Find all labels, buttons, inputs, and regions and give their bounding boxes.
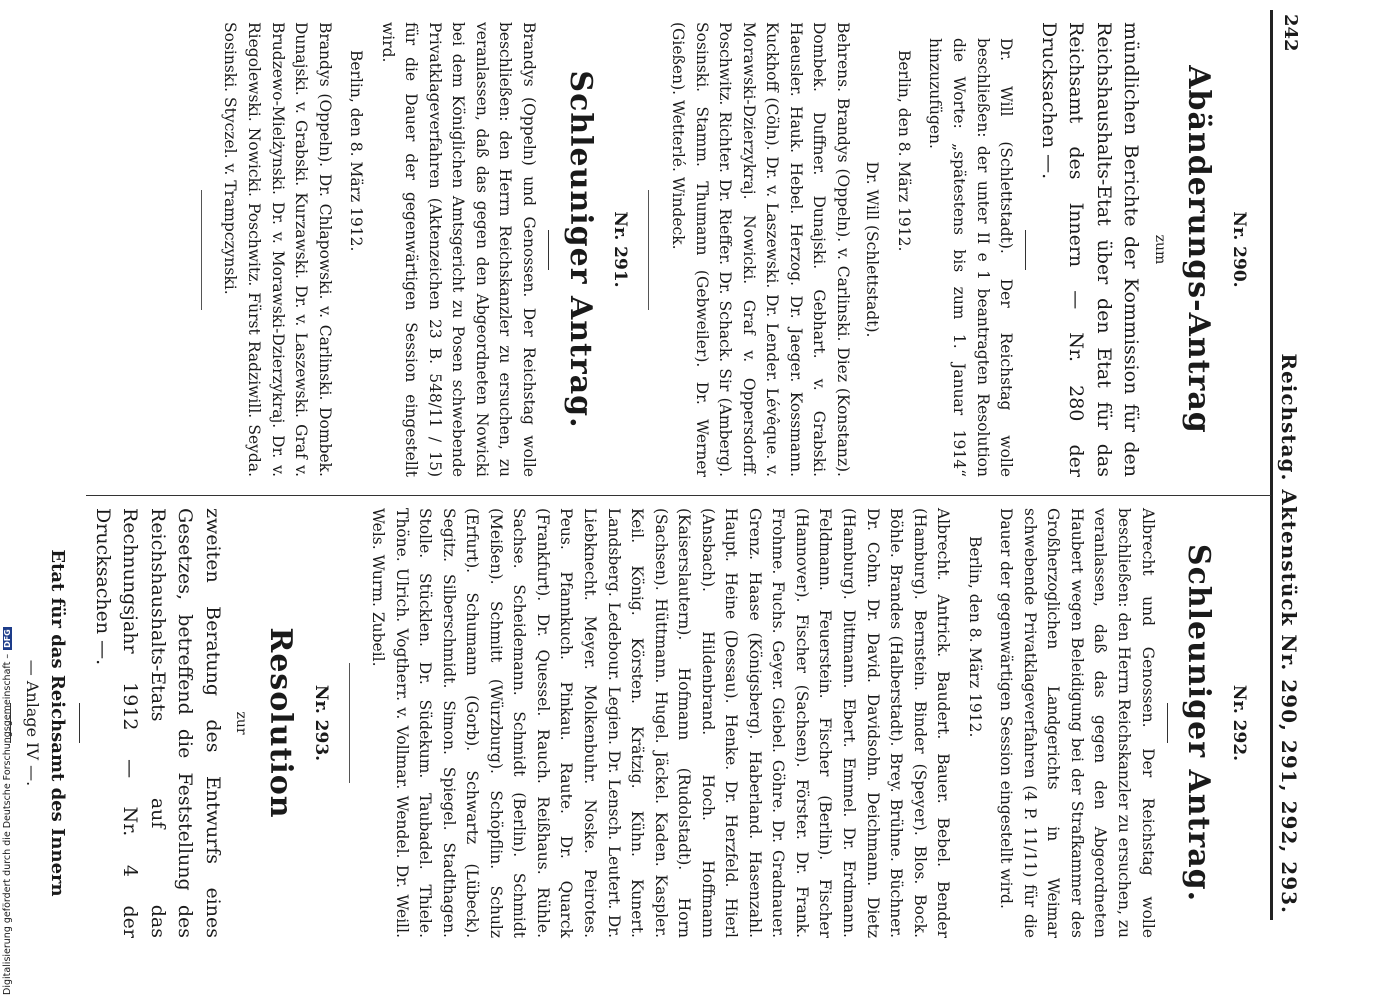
doc-number: Nr. 292. xyxy=(1229,684,1249,762)
notice-text: Digitalisierung gefördert durch die Deutsche Forschungsgemeinschaft – xyxy=(2,653,13,995)
header-rule xyxy=(1270,10,1273,920)
doc-number: Nr. 293. xyxy=(310,684,331,762)
document-292 xyxy=(366,508,1251,938)
running-title: Reichstag. Aktenstück Nr. 290, 291, 292, 293. xyxy=(1277,353,1301,914)
doc-number: Nr. 291. xyxy=(610,211,631,288)
signatories-list: Albrecht. Antrick. Baudert. Bauer. Bebel. Bender (Hamburg). Bernstein. Binder (Speyer). Blos. Bock. Böhle. Brandes (Halberstadt). Brey. Brühne. Büchner. Dr. Cohn. Dr. David. Davidsohn. Deichmann. Dietz (Hamburg). Dittmann. Ebert. Emmel. Dr. Erdmann. Feldmann. Feuerstein. Fischer (Berlin). Fischer (Hannover). Fischer (Sachsen). Förster. Dr. Frank. Frohme. Fuchs. Geyer. Giebel. Göhre. Dr. Gradnauer. Grenz. Haase (Königsberg). Haberland. Hasenzahl. Haupt. Heine (Dessau). Henke. Dr. Herzfeld. Hierl (Ansbach). Hildenbrand. Hoch. Hoffmann (Kaiserslautern). Hofmann (Rudolstadt). Horn (Sachsen). Hüttmann. Hugel. Jäckel. Kaden. Kaspler. Keil. König. Körsten. Krätzig. Kühn. Kunert. Landsberg. Ledebour. Legien. Dr. Lensch. Leutert. Dr. Liebknecht. Meyer. Molkenbuhr. Noske. Peirotes. Peus. Pfannkuch. Pinkau. Raute. Dr. Quarck (Frankfurt). Dr. Quessel. Rauch. Reißhaus. Rühle. Sachse. Scheidemann. Schmidt (Berlin). Schmidt (Meißen). Schmitt (Würzburg). Schöpflin. Schulz (Erfurt). Schumann (Gorb). Schwartz (Lübeck). Segitz. Silberschmidt. Simon. Spiegel. Stadthagen. Stolle. Stücklen. Dr. Südekum. Taubadel. Thiele. Thöne. Ulrich. Vogtherr. v. Vollmar. Wendel. Dr. Weill. Wels. Wurm. Zubeil. xyxy=(369,508,953,938)
doc-title: Schleuniger Antrag. xyxy=(562,70,598,429)
doc-preposition: zum xyxy=(1151,234,1168,265)
page-number: 242 xyxy=(1280,14,1301,52)
right-column xyxy=(22,508,1257,938)
motion-text: Albrecht und Genossen. Der Reichstag wolle beschließen: den Herrn Reichskanzler zu ersuchen, zu veranlassen, daß das gegen den Abgeordneten Haubert wegen Beleidigung bei der Strafkammer des Großherzoglichen Landgerichts in Weimar schwebende Privatklageverfahren (4 P. 11/11) für die Dauer der gegenwärtigen Session eingestellt wird. xyxy=(997,508,1157,938)
document-291 xyxy=(218,22,633,477)
doc-title: Abänderungs-Antrag xyxy=(1181,65,1217,434)
supporters-list: Behrens. Brandys (Oppeln). v. Carlinski. Diez (Konstanz). Dombek. Duffner. Dunajski. Gebhart. v. Grabski. Haeusler. Hauk. Hebel. Herzog. Dr. Jaeger. Kossmann. Kuckhoff (Cöln). Dr. v. Laszewski. Dr. Lender. Lévêque. v. Morawski-Dzierzykraj. Nowicki. Graf v. Oppersdorff. Poschwitz. Richter. Dr. Rieffer. Dr. Schack. Sir (Amberg). Sosinski. Stamm. Thumann (Gebweiler). Dr. Werner (Gießen). Wetterlé. Windeck. xyxy=(669,22,852,477)
section-rule xyxy=(201,190,202,310)
section-rule xyxy=(349,663,350,783)
doc-subject: zweiten Beratung des Entwurfs eines Gesetzes, betreffend die Feststellung des Reichshaushalts-Etats auf das Rechnungsjahr 1912 — Nr. 4 der Drucksachen —. xyxy=(91,508,224,938)
doc-number: Nr. 290. xyxy=(1229,211,1249,288)
doc-date: Berlin, den 8. März 1912. xyxy=(894,50,913,252)
separator xyxy=(79,703,80,743)
document-290 xyxy=(665,22,1251,477)
doc-preposition: zur xyxy=(233,711,250,735)
separator xyxy=(1167,703,1168,743)
doc-subject: mündlichen Berichte der Kommission für den Reichshaushalts-Etat über den Etat für das Reichsamt des Innern — Nr. 280 der Drucksachen —. xyxy=(1037,22,1143,477)
doc-title: Schleuniger Antrag. xyxy=(1181,543,1217,903)
page-header xyxy=(1267,14,1307,934)
doc-date: Berlin, den 8. März 1912. xyxy=(965,536,984,738)
left-column xyxy=(97,22,1257,477)
separator xyxy=(548,230,549,270)
doc-title: Resolution xyxy=(262,627,298,819)
etat-heading: Etat für das Reichsamt des Innern xyxy=(47,549,69,897)
anlage-label: — Anlage IV —. xyxy=(22,659,42,787)
document-293 xyxy=(0,508,333,938)
section-rule xyxy=(648,190,649,310)
motion-text: Brandys (Oppeln) und Genossen. Der Reichstag wolle beschließen: den Herrn Reichskanzler zu ersuchen, zu veranlassen, daß das gegen den Abgeordneten Nowicki bei dem Königlichen Amtsgericht zu Posen schwebende Privatklageverfahren (Aktenzeichen 23 B. 548/11 / 15) für die Dauer der gegenwärtigen Session eingestellt wird. xyxy=(378,22,539,477)
doc-date: Berlin, den 8. März 1912. xyxy=(347,50,366,252)
digitization-notice xyxy=(2,600,16,995)
signatories-list: Brandys (Oppeln). Dr. Chlapowski. v. Carlinski. Dombek. Dunajski. v. Grabski. Kurzawski. Dr. v. Laszewski. Graf v. Brudzewo-Mielżynski. Dr. v. Morawski-Dzierzykraj. Dr. v. Riegolewski. Nowicki. Poschwitz. Fürst Radziwill. Seyda. Sosinski. Styczel. v. Trampczynski. xyxy=(221,22,334,477)
signature: Dr. Will (Schlettstadt). xyxy=(863,161,882,338)
column-divider xyxy=(86,495,1271,496)
motion-text: Dr. Will (Schlettstadt). Der Reichstag wolle beschließen: der unter II e 1 beantragten Resolution die Worte: „spätestens bis zum 1. Januar 1914“ hinzuzufügen. xyxy=(926,38,1016,477)
separator xyxy=(1025,230,1026,270)
dfg-logo: DFG xyxy=(3,629,12,648)
